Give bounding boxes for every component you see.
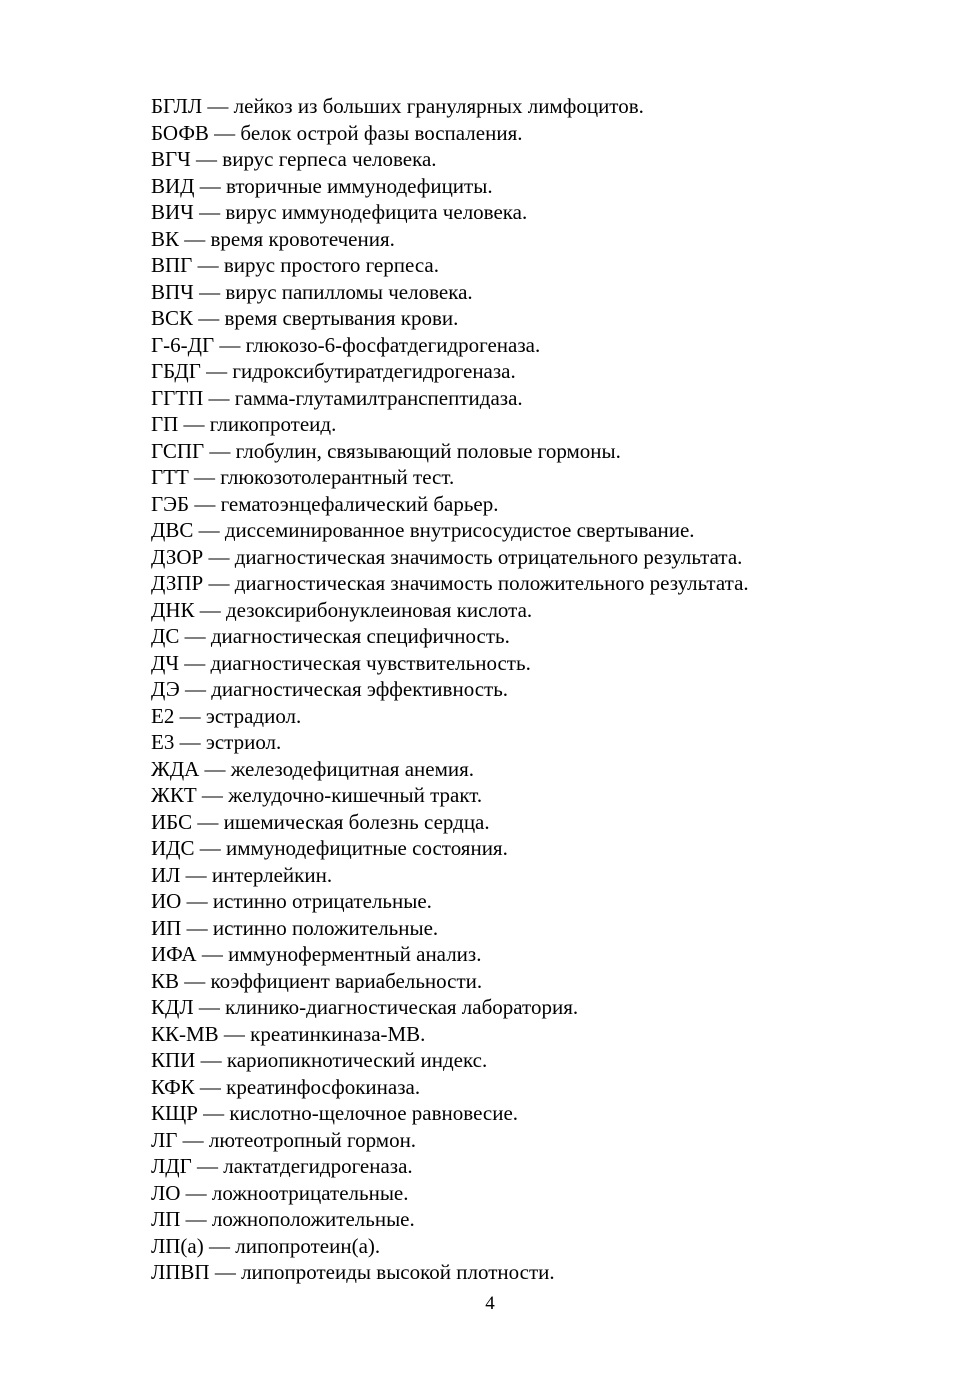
abbreviation-entry: ИФА — иммуноферментный анализ. (151, 942, 482, 966)
abbreviation-entry: БОФВ — белок острой фазы воспаления. (151, 120, 523, 145)
abbreviation-entry: ИДС — иммунодефицитные состояния. (151, 836, 508, 860)
abbreviation-entry: КВ — коэффициент вариабельности. (151, 968, 483, 993)
abbreviation-entry: ДЗПР — диагностическая значимость положительного результата. (151, 571, 749, 595)
abbreviation-entry: ЛП(а) — липопротеин(а). (151, 1233, 381, 1258)
abbreviation-entry: ИП — истинно положительные. (151, 915, 439, 940)
abbreviation-entry: КК-МВ — креатинкиназа-МВ. (151, 1021, 426, 1046)
abbreviation-entry: ЛП — ложноположительные. (151, 1207, 415, 1231)
abbreviation-entry: ГГТП — гамма-глутамилтранспептидаза. (151, 385, 523, 410)
abbreviation-entry: ГЭБ — гематоэнцефалический барьер. (151, 491, 499, 516)
abbreviation-entry: ВСК — время свертывания крови. (151, 306, 459, 330)
abbreviation-entry: ЛДГ — лактатдегидрогеназа. (151, 1154, 413, 1178)
abbreviation-entry: ВПЧ — вирус папилломы человека. (151, 279, 473, 304)
abbreviation-entry: ЖДА — железодефицитная анемия. (151, 756, 475, 781)
abbreviation-entry: ДЭ — диагностическая эффективность. (151, 677, 509, 701)
abbreviation-entry: ВГЧ — вирус герпеса человека. (151, 147, 437, 171)
abbreviation-entry: КЩР — кислотно-щелочное равновесие. (151, 1101, 519, 1125)
abbreviation-entry: ДЧ — диагностическая чувствительность. (151, 650, 531, 675)
page-number: 4 (485, 1293, 495, 1314)
abbreviation-entry: ДЗОР — диагностическая значимость отрицательного результата. (151, 544, 743, 569)
abbreviation-entry: ЖКТ — желудочно-кишечный тракт. (151, 783, 483, 807)
abbreviation-entry: ДС — диагностическая специфичность. (151, 624, 510, 648)
abbreviation-entry: БГЛЛ — лейкоз из больших гранулярных лимфоцитов. (151, 94, 644, 118)
abbreviation-entry: КФК — креатинфосфокиназа. (151, 1074, 421, 1099)
abbreviation-entry: ИБС — ишемическая болезнь сердца. (151, 809, 490, 834)
abbreviation-entry: ДНК — дезоксирибонуклеиновая кислота. (151, 597, 533, 622)
abbreviation-entry: Е2 — эстрадиол. (151, 703, 302, 728)
abbreviation-entry: ДВС — диссеминированное внутрисосудистое свертывание. (151, 518, 695, 542)
abbreviation-entry: Е3 — эстриол. (151, 730, 282, 754)
abbreviation-entry: ГП — гликопротеид. (151, 412, 337, 436)
abbreviation-entry: ИО — истинно отрицательные. (151, 889, 432, 913)
abbreviation-entry: ГСПГ — глобулин, связывающий половые гормоны. (151, 438, 621, 463)
abbreviation-entry: ГТТ — глюкозотолерантный тест. (151, 465, 455, 489)
abbreviation-entry: ЛО — ложноотрицательные. (151, 1180, 409, 1205)
abbreviation-entry: КДЛ — клинико-диагностическая лаборатория. (151, 995, 579, 1019)
abbreviation-entry: ВК — время кровотечения. (151, 226, 395, 251)
abbreviation-entry: ВИЧ — вирус иммунодефицита человека. (151, 200, 528, 224)
abbreviation-entry: ВПГ — вирус простого герпеса. (151, 253, 439, 277)
abbreviation-entry: ЛПВП — липопротеиды высокой плотности. (151, 1260, 555, 1284)
abbreviation-entry: ГБДГ — гидроксибутиратдегидрогеназа. (151, 359, 516, 383)
abbreviation-entry: ВИД — вторичные иммунодефициты. (151, 173, 493, 198)
abbreviation-entry: ИЛ — интерлейкин. (151, 862, 333, 887)
abbreviation-entry: КПИ — кариопикнотический индекс. (151, 1048, 488, 1072)
abbreviation-entry: ЛГ — лютеотропный гормон. (151, 1127, 417, 1152)
abbreviation-list (151, 93, 911, 1286)
abbreviation-entry: Г-6-ДГ — глюкозо-6-фосфатдегидрогеназа. (151, 332, 541, 357)
